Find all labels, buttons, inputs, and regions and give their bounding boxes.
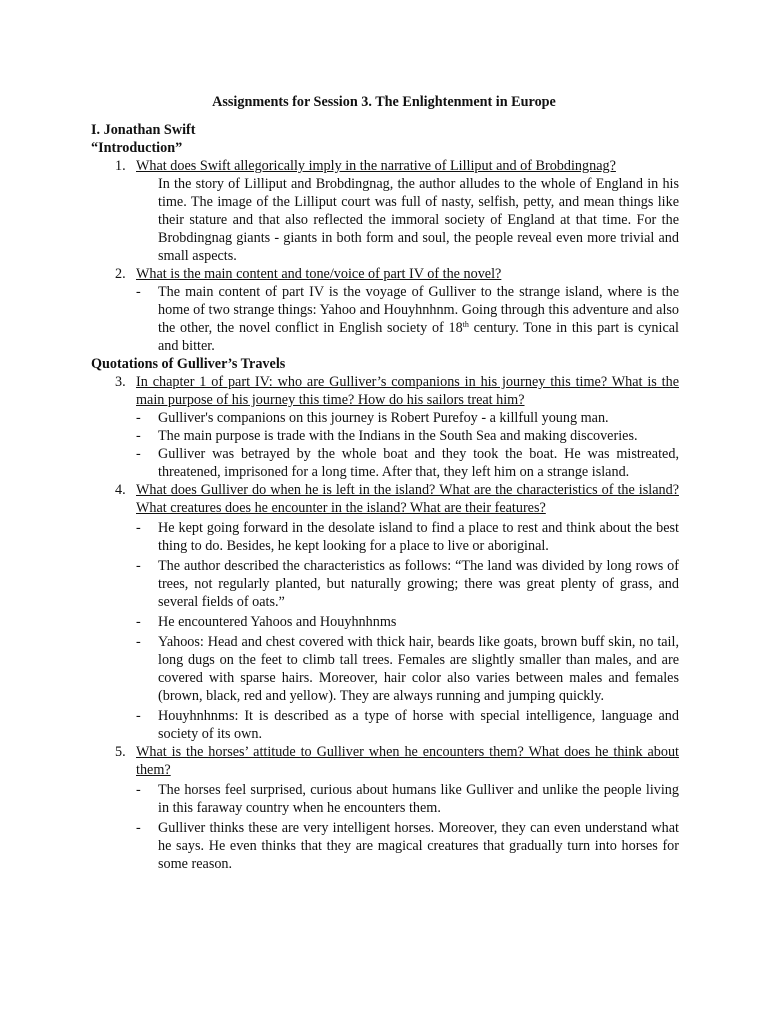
bullet-dash: - xyxy=(136,284,141,300)
answer-text: The main content of part IV is the voyage of Gulliver to the strange island, where is the home of two strange things: Yahoo and Houyhnhnm. Going through this adventure and also the other, the novel conflict in English society of 18th century. Tone in this part is cynical and bitter. xyxy=(158,284,679,354)
answer-4-bullet xyxy=(91,633,679,705)
bullet-dash: - xyxy=(136,428,141,444)
bullet-dash: - xyxy=(136,634,141,650)
introduction-heading: “Introduction” xyxy=(91,140,183,156)
question-text: What does Gulliver do when he is left in the island? What are the characteristics of the island? What creatures does he encounter in the island? What are their features? xyxy=(136,482,679,516)
bullet-dash: - xyxy=(136,614,141,630)
document-body xyxy=(91,121,679,873)
question-number: 5. xyxy=(115,744,126,760)
question-5 xyxy=(91,743,679,779)
answer-3-bullet xyxy=(91,445,679,481)
bullet-text: Gulliver was betrayed by the whole boat and they took the boat. He was mistreated, threatened, imprisoned for a long time. After that, they left him on a strange island. xyxy=(158,446,679,480)
question-number: 4. xyxy=(115,482,126,498)
bullet-dash: - xyxy=(136,558,141,574)
answer-4-bullet xyxy=(91,707,679,743)
question-1 xyxy=(91,157,679,175)
bullet-dash: - xyxy=(136,708,141,724)
bullet-text: Gulliver's companions on this journey is Robert Purefoy - a killfull young man. xyxy=(158,410,609,426)
bullet-dash: - xyxy=(136,446,141,462)
bullet-text: Yahoos: Head and chest covered with thick hair, beards like goats, brown buff skin, no tail, long dugs on the feet to climb tall trees. Females are slightly smaller than males, and are covered with sparse hairs. Moreover, hair color also varies between males and females (brown, black, red and yellow). They are always running and jumping quickly. xyxy=(158,634,679,704)
bullet-dash: - xyxy=(136,410,141,426)
question-number: 2. xyxy=(115,266,126,282)
bullet-dash: - xyxy=(136,520,141,536)
answer-4-bullet xyxy=(91,557,679,611)
question-2 xyxy=(91,265,679,283)
answer-5-bullet xyxy=(91,819,679,873)
answer-4-bullet xyxy=(91,519,679,555)
question-3 xyxy=(91,373,679,409)
question-number: 3. xyxy=(115,374,126,390)
question-4 xyxy=(91,481,679,517)
bullet-dash: - xyxy=(136,782,141,798)
answer-1: In the story of Lilliput and Brobdingnag, the author alludes to the whole of England in his time. The image of the Lilliput court was full of nasty, selfish, petty, and mean things like their stature and that also reflected the immoral society of England at that time. For the Brobdingnag giants - giants in both form and soul, the people reveal even more trivial and small aspects. xyxy=(158,176,679,264)
superscript: th xyxy=(462,320,469,329)
question-text: What is the horses’ attitude to Gulliver when he encounters them? What does he think about them? xyxy=(136,744,679,778)
bullet-dash: - xyxy=(136,820,141,836)
answer-5-bullet xyxy=(91,781,679,817)
bullet-text: The author described the characteristics as follows: “The land was divided by long rows of trees, not regularly planted, but naturally growing; there was great plenty of grass, and several fields of oats.” xyxy=(158,558,679,610)
bullet-text: Houyhnhnms: It is described as a type of horse with special intelligence, language and society of its own. xyxy=(158,708,679,742)
document-title: Assignments for Session 3. The Enlightenment in Europe xyxy=(212,94,556,110)
question-text: What does Swift allegorically imply in the narrative of Lilliput and of Brobdingnag? xyxy=(136,158,616,174)
question-number: 1. xyxy=(115,158,126,174)
bullet-text: The main purpose is trade with the Indians in the South Sea and making discoveries. xyxy=(158,428,638,444)
bullet-text: He encountered Yahoos and Houyhnhnms xyxy=(158,614,397,630)
answer-4-bullet xyxy=(91,613,679,631)
question-text: In chapter 1 of part IV: who are Gulliver’s companions in his journey this time? What is the main purpose of his journey this time? How do his sailors treat him? xyxy=(136,374,679,408)
quotations-heading: Quotations of Gulliver’s Travels xyxy=(91,356,286,372)
bullet-text: Gulliver thinks these are very intelligent horses. Moreover, they can even understand what he says. He even thinks that they are magical creatures that gradually turn into horses for some reason. xyxy=(158,820,679,872)
answer-3-bullet xyxy=(91,409,679,427)
answer-3-bullet xyxy=(91,427,679,445)
answer-2 xyxy=(91,283,679,355)
section-heading-jonathan-swift: I. Jonathan Swift xyxy=(91,122,196,138)
bullet-text: The horses feel surprised, curious about humans like Gulliver and unlike the people living in this faraway country when he encounters them. xyxy=(158,782,679,816)
question-text: What is the main content and tone/voice of part IV of the novel? xyxy=(136,266,502,282)
bullet-text: He kept going forward in the desolate island to find a place to rest and think about the best thing to do. Besides, he kept looking for a place to live or aboriginal. xyxy=(158,520,679,554)
